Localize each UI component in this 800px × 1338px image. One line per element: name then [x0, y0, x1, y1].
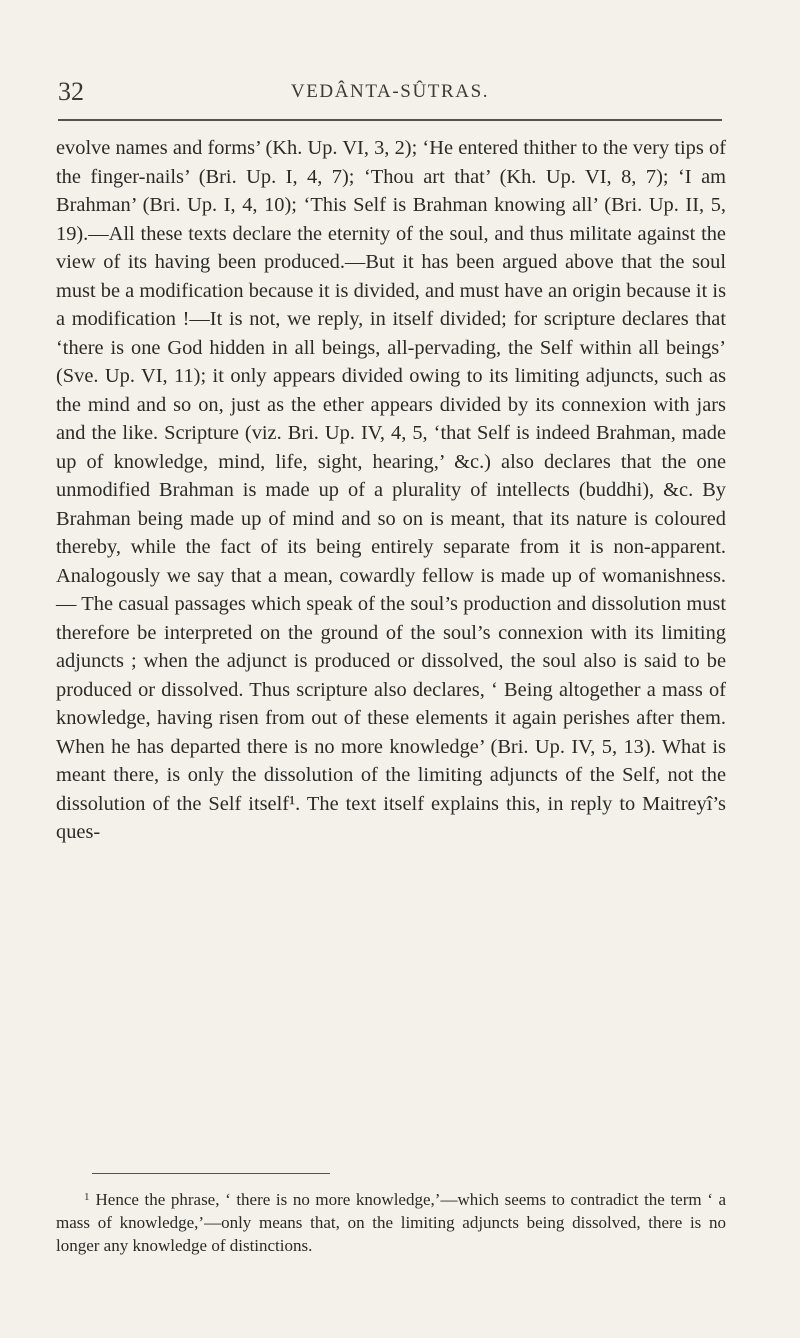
- page-number: 32: [58, 77, 84, 106]
- footnote-rule: [92, 1173, 330, 1174]
- header-rule: [58, 119, 722, 121]
- book-title: VEDÂNTA-SÛTRAS.: [290, 81, 490, 102]
- footnote: [56, 1186, 726, 1257]
- footnote-text: Hence the phrase, ‘ there is no more knowledge,’—which seems to contradict the term ‘ a mass of knowledge,’—only means that, on the limiting adjuncts being dissolved, there is no longer any knowledge of distinctions.: [56, 1190, 726, 1255]
- running-head: [58, 76, 722, 116]
- footnote-marker: 1: [84, 1191, 90, 1203]
- main-paragraph: evolve names and forms’ (Kh. Up. VI, 3, 2); ‘He entered thither to the very tips of the finger-nails’ (Bri. Up. I, 4, 7); ‘Thou art that’ (Kh. Up. VI, 8, 7); ‘I am Brahman’ (Bri. Up. I, 4, 10); ‘This Self is Brahman knowing all’ (Bri. Up. II, 5, 19).—All these texts declare the eternity of the soul, and thus militate against the view of its having been produced.—But it has been argued above that the soul must be a modification because it is divided, and must have an origin because it is a modification !—It is not, we reply, in itself divided; for scripture declares that ‘there is one God hidden in all beings, all-pervading, the Self within all beings’ (Sve. Up. VI, 11); it only appears divided owing to its limiting adjuncts, such as the mind and so on, just as the ether appears divided by its connexion with jars and the like. Scripture (viz. Bri. Up. IV, 4, 5, ‘that Self is indeed Brahman, made up of knowledge, mind, life, sight, hearing,’ &c.) also declares that the one unmodified Brahman is made up of a plurality of intellects (buddhi), &c. By Brahman being made up of mind and so on is meant, that its nature is coloured thereby, while the fact of its being entirely separate from it is non-apparent. Analogously we say that a mean, cowardly fellow is made up of womanishness.— The casual passages which speak of the soul’s production and dissolution must therefore be interpreted on the ground of the soul’s connexion with its limiting adjuncts ; when the adjunct is produced or dissolved, the soul also is said to be produced or dissolved. Thus scripture also declares, ‘ Being altogether a mass of knowledge, having risen from out of these elements it again perishes after them. When he has departed there is no more knowledge’ (Bri. Up. IV, 5, 13). What is meant there, is only the dissolution of the limiting adjuncts of the Self, not the dissolution of the Self itself¹. The text itself explains this, in reply to Maitreyî’s ques-: [56, 137, 726, 843]
